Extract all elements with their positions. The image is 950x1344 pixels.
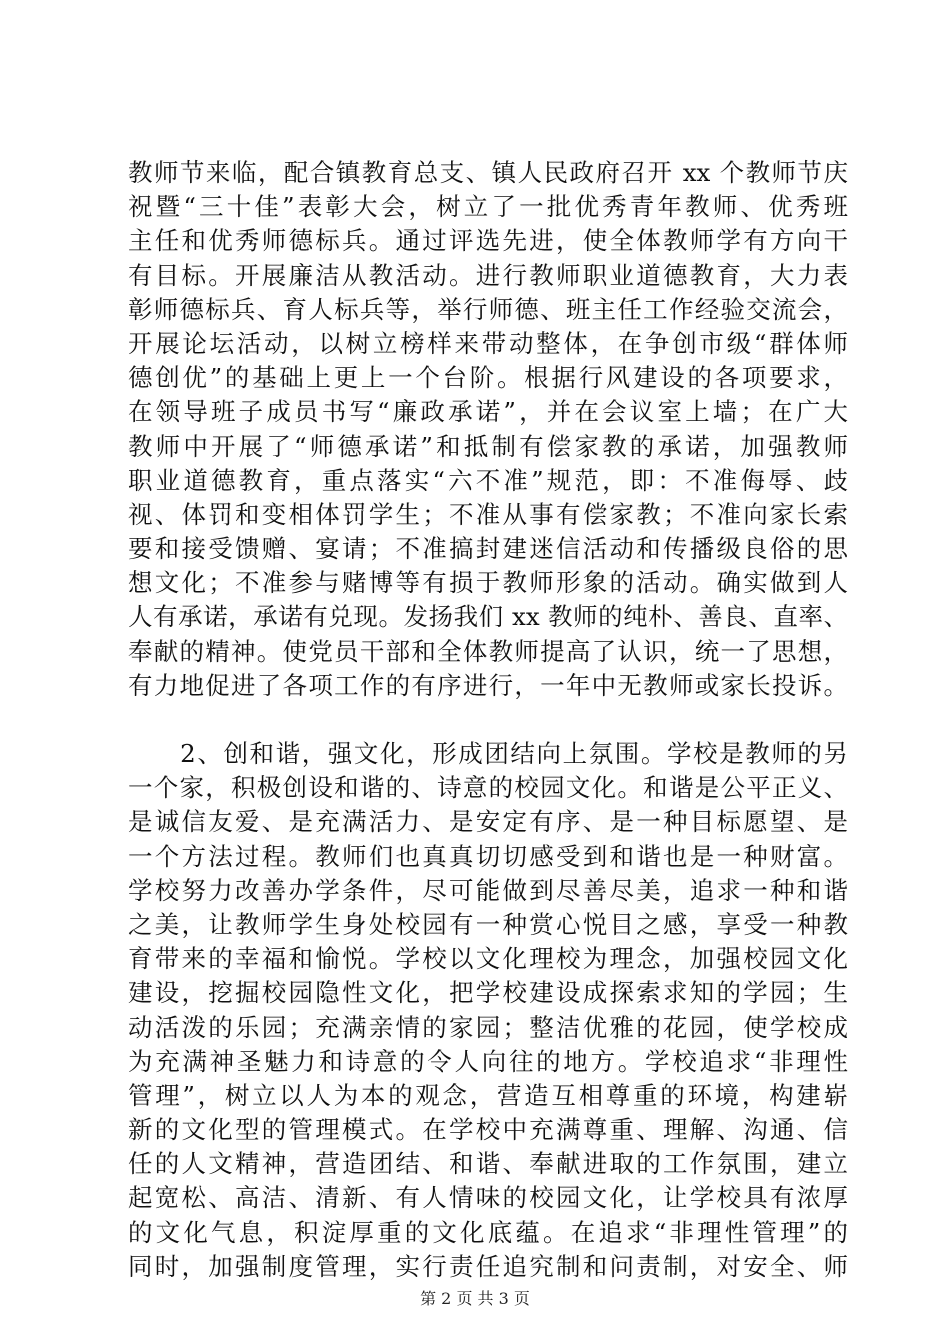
text-line: 教师中开展了“师德承诺”和抵制有偿家教的承诺，加强教师 <box>128 431 848 461</box>
document-body <box>128 156 848 1284</box>
text-line: 视、体罚和变相体罚学生；不准从事有偿家教；不准向家长索 <box>128 499 848 529</box>
text-line: 动活泼的乐园；充满亲情的家园；整洁优雅的花园，使学校成 <box>128 1012 848 1042</box>
text-line: 教师节来临，配合镇教育总支、镇人民政府召开 xx 个教师节庆 <box>128 158 848 187</box>
text-line: 的文化气息，积淀厚重的文化底蕴。在追求“非理性管理”的 <box>128 1217 848 1247</box>
text-line: 建设，挖掘校园隐性文化，把学校建设成探索求知的学园；生 <box>128 978 848 1008</box>
text-line: 开展论坛活动，以树立榜样来带动整体，在争创市级“群体师 <box>128 328 848 358</box>
text-line: 要和接受馈赠、宴请；不准搞封建迷信活动和传播级良俗的思 <box>128 534 848 564</box>
text-line: 在领导班子成员书写“廉政承诺”，并在会议室上墙；在广大 <box>128 397 848 427</box>
text-line: 一个家，积极创设和谐的、诗意的校园文化。和谐是公平正义、 <box>128 773 848 803</box>
text-line: 学校努力改善办学条件，尽可能做到尽善尽美，追求一种和谐 <box>128 875 848 905</box>
page-footer: 第 2 页 共 3 页 <box>420 1289 530 1308</box>
text-line: 德创优”的基础上更上一个台阶。根据行风建设的各项要求， <box>128 363 848 393</box>
paragraph-1 <box>128 156 848 703</box>
text-line: 彰师德标兵、育人标兵等，举行师德、班主任工作经验交流会， <box>128 294 848 324</box>
text-line: 为充满神圣魅力和诗意的令人向往的地方。学校追求“非理性 <box>128 1046 848 1076</box>
paragraph-2 <box>128 737 848 1284</box>
text-line: 新的文化型的管理模式。在学校中充满尊重、理解、沟通、信 <box>128 1115 848 1145</box>
paragraph-spacer <box>128 703 848 737</box>
text-line: 人有承诺，承诺有兑现。发扬我们 xx 教师的纯朴、善良、直率、 <box>128 602 848 632</box>
text-line: 任的人文精神，营造团结、和谐、奉献进取的工作氛围，建立 <box>128 1149 848 1179</box>
text-line: 祝暨“三十佳”表彰大会，树立了一批优秀青年教师、优秀班 <box>128 192 848 222</box>
text-line: 想文化；不准参与赌博等有损于教师形象的活动。确实做到人 <box>128 568 848 598</box>
text-line: 育带来的幸福和愉悦。学校以文化理校为理念，加强校园文化 <box>128 944 848 974</box>
text-line: 起宽松、高洁、清新、有人情味的校园文化，让学校具有浓厚 <box>128 1183 848 1213</box>
text-line: 有力地促进了各项工作的有序进行，一年中无教师或家长投诉。 <box>128 670 848 700</box>
text-line: 主任和优秀师德标兵。通过评选先进，使全体教师学有方向干 <box>128 226 848 256</box>
text-line: 是诚信友爱、是充满活力、是安定有序、是一种目标愿望、是 <box>128 807 848 837</box>
text-line: 有目标。开展廉洁从教活动。进行教师职业道德教育，大力表 <box>128 260 848 290</box>
text-line: 奉献的精神。使党员干部和全体教师提高了认识，统一了思想， <box>128 636 848 666</box>
text-line: 一个方法过程。教师们也真真切切感受到和谐也是一种财富。 <box>128 841 848 871</box>
text-line: 2、创和谐，强文化，形成团结向上氛围。学校是教师的另 <box>128 739 848 768</box>
text-line: 职业道德教育，重点落实“六不准”规范，即：不准侮辱、歧 <box>128 465 848 495</box>
text-line: 管理”，树立以人为本的观念，营造互相尊重的环境，构建崭 <box>128 1080 848 1110</box>
text-line: 同时，加强制度管理，实行责任追究制和问责制，对安全、师 <box>128 1251 848 1281</box>
text-line: 之美，让教师学生身处校园有一种赏心悦目之感，享受一种教 <box>128 909 848 939</box>
